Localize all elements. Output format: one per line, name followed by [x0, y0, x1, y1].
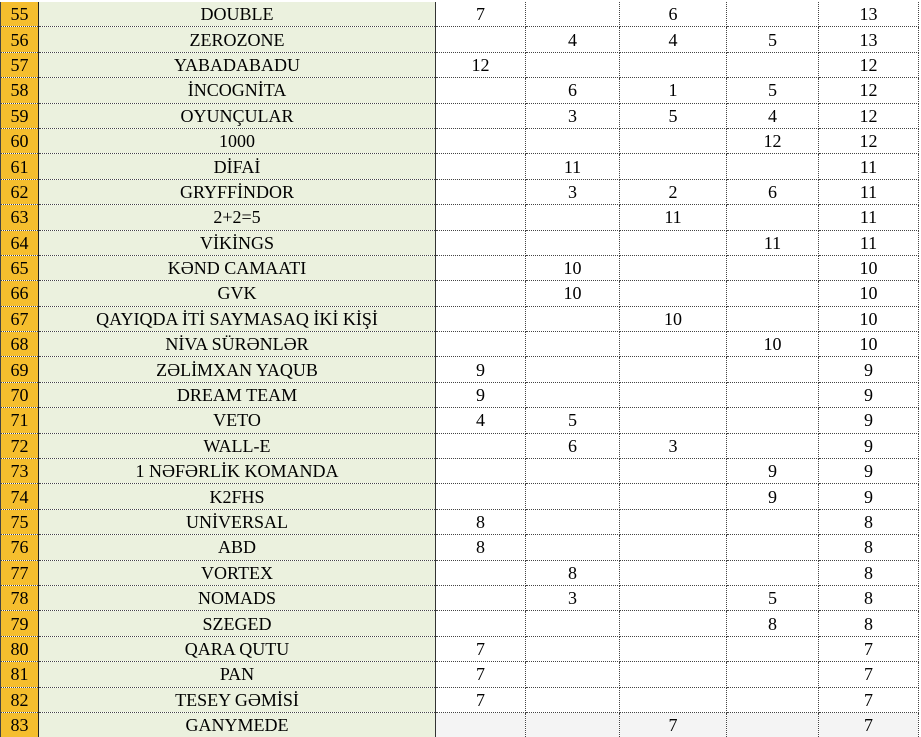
round-2-score-cell[interactable] — [526, 712, 620, 737]
table-row — [1, 611, 919, 636]
round-2-score-cell[interactable]: 3 — [526, 585, 620, 610]
round-2-score-cell[interactable] — [526, 306, 620, 331]
round-1-score-cell[interactable] — [436, 230, 526, 255]
rank-cell[interactable]: 55 — [1, 2, 39, 27]
table-row — [1, 687, 919, 712]
rank-cell[interactable]: 73 — [1, 459, 39, 484]
round-2-score-cell[interactable] — [526, 382, 620, 407]
rank-cell[interactable]: 72 — [1, 433, 39, 458]
round-4-score-cell[interactable] — [727, 357, 819, 382]
round-2-score-cell[interactable] — [526, 535, 620, 560]
round-4-score-cell[interactable] — [727, 509, 819, 534]
round-3-score-cell[interactable] — [620, 611, 727, 636]
team-name-cell[interactable]: ABD — [39, 535, 436, 560]
round-2-score-cell[interactable] — [526, 611, 620, 636]
round-3-score-cell[interactable] — [620, 382, 727, 407]
round-2-score-cell[interactable] — [526, 357, 620, 382]
round-4-score-cell[interactable] — [727, 281, 819, 306]
team-name-cell[interactable]: DOUBLE — [39, 2, 436, 27]
round-4-score-cell[interactable]: 11 — [727, 230, 819, 255]
round-4-score-cell[interactable]: 10 — [727, 332, 819, 357]
table-row — [1, 332, 919, 357]
total-score-cell[interactable]: 7 — [819, 712, 919, 737]
round-2-score-cell[interactable]: 11 — [526, 154, 620, 179]
round-2-score-cell[interactable] — [526, 687, 620, 712]
team-name-cell[interactable]: K2FHS — [39, 484, 436, 509]
round-4-score-cell[interactable] — [727, 433, 819, 458]
rank-cell[interactable]: 78 — [1, 585, 39, 610]
round-3-score-cell[interactable]: 7 — [620, 712, 727, 737]
round-2-score-cell[interactable]: 10 — [526, 281, 620, 306]
round-1-score-cell[interactable]: 7 — [436, 687, 526, 712]
round-4-score-cell[interactable]: 6 — [727, 179, 819, 204]
rank-cell[interactable]: 76 — [1, 535, 39, 560]
total-score-cell[interactable]: 12 — [819, 52, 919, 77]
rank-cell[interactable]: 59 — [1, 103, 39, 128]
rank-cell[interactable]: 56 — [1, 27, 39, 52]
total-score-cell[interactable]: 11 — [819, 205, 919, 230]
round-2-score-cell[interactable]: 5 — [526, 408, 620, 433]
rank-cell[interactable]: 61 — [1, 154, 39, 179]
rank-cell[interactable]: 79 — [1, 611, 39, 636]
round-3-score-cell[interactable] — [620, 662, 727, 687]
round-4-score-cell[interactable] — [727, 255, 819, 280]
round-3-score-cell[interactable]: 5 — [620, 103, 727, 128]
round-1-score-cell[interactable] — [436, 332, 526, 357]
total-score-cell[interactable]: 8 — [819, 611, 919, 636]
round-4-score-cell[interactable] — [727, 2, 819, 27]
team-name-cell[interactable]: DREAM TEAM — [39, 382, 436, 407]
round-2-score-cell[interactable] — [526, 509, 620, 534]
round-3-score-cell[interactable]: 1 — [620, 78, 727, 103]
total-score-cell[interactable]: 10 — [819, 255, 919, 280]
team-name-cell[interactable]: SZEGED — [39, 611, 436, 636]
round-1-score-cell[interactable]: 12 — [436, 52, 526, 77]
round-1-score-cell[interactable] — [436, 585, 526, 610]
table-row — [1, 154, 919, 179]
round-1-score-cell[interactable]: 7 — [436, 2, 526, 27]
round-4-score-cell[interactable] — [727, 687, 819, 712]
total-score-cell[interactable]: 9 — [819, 433, 919, 458]
round-2-score-cell[interactable] — [526, 636, 620, 661]
team-name-cell[interactable]: İNCOGNİTA — [39, 78, 436, 103]
team-name-cell[interactable]: PAN — [39, 662, 436, 687]
round-3-score-cell[interactable] — [620, 687, 727, 712]
table-row — [1, 560, 919, 585]
round-4-score-cell[interactable] — [727, 535, 819, 560]
round-4-score-cell[interactable]: 9 — [727, 484, 819, 509]
round-1-score-cell[interactable] — [436, 128, 526, 153]
rank-cell[interactable]: 66 — [1, 281, 39, 306]
table-row — [1, 408, 919, 433]
table-row — [1, 230, 919, 255]
round-4-score-cell[interactable] — [727, 560, 819, 585]
round-3-score-cell[interactable]: 3 — [620, 433, 727, 458]
table-row — [1, 585, 919, 610]
round-3-score-cell[interactable]: 6 — [620, 2, 727, 27]
rank-cell[interactable]: 70 — [1, 382, 39, 407]
total-score-cell[interactable]: 8 — [819, 585, 919, 610]
total-score-cell[interactable]: 9 — [819, 357, 919, 382]
round-2-score-cell[interactable]: 8 — [526, 560, 620, 585]
round-3-score-cell[interactable] — [620, 509, 727, 534]
round-2-score-cell[interactable] — [526, 128, 620, 153]
rank-cell[interactable]: 69 — [1, 357, 39, 382]
round-1-score-cell[interactable] — [436, 459, 526, 484]
table-row — [1, 712, 919, 737]
round-3-score-cell[interactable] — [620, 408, 727, 433]
rank-cell[interactable]: 83 — [1, 712, 39, 737]
total-score-cell[interactable]: 9 — [819, 408, 919, 433]
total-score-cell[interactable]: 10 — [819, 281, 919, 306]
round-1-score-cell[interactable] — [436, 433, 526, 458]
round-3-score-cell[interactable] — [620, 281, 727, 306]
team-name-cell[interactable]: OYUNÇULAR — [39, 103, 436, 128]
round-2-score-cell[interactable]: 6 — [526, 78, 620, 103]
team-name-cell[interactable]: TESEY GƏMİSİ — [39, 687, 436, 712]
total-score-cell[interactable]: 7 — [819, 662, 919, 687]
table-row — [1, 103, 919, 128]
standings-table — [0, 2, 919, 737]
table-row — [1, 179, 919, 204]
rank-cell[interactable]: 60 — [1, 128, 39, 153]
round-4-score-cell[interactable] — [727, 662, 819, 687]
table-row — [1, 52, 919, 77]
round-3-score-cell[interactable] — [620, 535, 727, 560]
round-4-score-cell[interactable] — [727, 382, 819, 407]
total-score-cell[interactable]: 13 — [819, 27, 919, 52]
table-row — [1, 357, 919, 382]
team-name-cell[interactable]: 1 NƏFƏRLİK KOMANDA — [39, 459, 436, 484]
round-3-score-cell[interactable] — [620, 585, 727, 610]
total-score-cell[interactable]: 10 — [819, 332, 919, 357]
rank-cell[interactable]: 81 — [1, 662, 39, 687]
rank-cell[interactable]: 62 — [1, 179, 39, 204]
round-1-score-cell[interactable]: 7 — [436, 662, 526, 687]
table-row — [1, 459, 919, 484]
round-3-score-cell[interactable]: 4 — [620, 27, 727, 52]
total-score-cell[interactable]: 8 — [819, 509, 919, 534]
rank-cell[interactable]: 58 — [1, 78, 39, 103]
round-1-score-cell[interactable] — [436, 484, 526, 509]
round-1-score-cell[interactable]: 9 — [436, 382, 526, 407]
round-3-score-cell[interactable] — [620, 230, 727, 255]
team-name-cell[interactable]: ZEROZONE — [39, 27, 436, 52]
round-2-score-cell[interactable] — [526, 205, 620, 230]
rank-cell[interactable]: 82 — [1, 687, 39, 712]
round-1-score-cell[interactable]: 9 — [436, 357, 526, 382]
table-row — [1, 78, 919, 103]
round-2-score-cell[interactable]: 10 — [526, 255, 620, 280]
round-3-score-cell[interactable] — [620, 255, 727, 280]
total-score-cell[interactable]: 10 — [819, 306, 919, 331]
round-1-score-cell[interactable] — [436, 154, 526, 179]
round-1-score-cell[interactable]: 7 — [436, 636, 526, 661]
round-4-score-cell[interactable] — [727, 52, 819, 77]
total-score-cell[interactable]: 9 — [819, 459, 919, 484]
round-3-score-cell[interactable] — [620, 332, 727, 357]
round-2-score-cell[interactable] — [526, 2, 620, 27]
round-1-score-cell[interactable] — [436, 281, 526, 306]
table-row — [1, 509, 919, 534]
round-2-score-cell[interactable]: 6 — [526, 433, 620, 458]
team-name-cell[interactable]: YABADABADU — [39, 52, 436, 77]
round-4-score-cell[interactable]: 8 — [727, 611, 819, 636]
team-name-cell[interactable]: DİFAİ — [39, 154, 436, 179]
total-score-cell[interactable]: 12 — [819, 78, 919, 103]
rank-cell[interactable]: 67 — [1, 306, 39, 331]
table-row — [1, 636, 919, 661]
round-2-score-cell[interactable] — [526, 459, 620, 484]
round-3-score-cell[interactable] — [620, 52, 727, 77]
round-3-score-cell[interactable] — [620, 636, 727, 661]
round-1-score-cell[interactable]: 8 — [436, 509, 526, 534]
round-2-score-cell[interactable] — [526, 52, 620, 77]
round-1-score-cell[interactable] — [436, 103, 526, 128]
round-1-score-cell[interactable] — [436, 255, 526, 280]
total-score-cell[interactable]: 11 — [819, 179, 919, 204]
rank-cell[interactable]: 80 — [1, 636, 39, 661]
round-1-score-cell[interactable]: 4 — [436, 408, 526, 433]
table-row — [1, 382, 919, 407]
team-name-cell[interactable]: GANYMEDE — [39, 712, 436, 737]
total-score-cell[interactable]: 13 — [819, 2, 919, 27]
rank-cell[interactable]: 63 — [1, 205, 39, 230]
table-row — [1, 535, 919, 560]
round-1-score-cell[interactable] — [436, 27, 526, 52]
table-row — [1, 306, 919, 331]
rank-cell[interactable]: 68 — [1, 332, 39, 357]
round-4-score-cell[interactable]: 5 — [727, 78, 819, 103]
total-score-cell[interactable]: 9 — [819, 484, 919, 509]
round-3-score-cell[interactable]: 10 — [620, 306, 727, 331]
round-4-score-cell[interactable]: 5 — [727, 27, 819, 52]
rank-cell[interactable]: 74 — [1, 484, 39, 509]
round-1-score-cell[interactable] — [436, 205, 526, 230]
team-name-cell[interactable]: QARA QUTU — [39, 636, 436, 661]
round-4-score-cell[interactable]: 5 — [727, 585, 819, 610]
total-score-cell[interactable]: 12 — [819, 128, 919, 153]
team-name-cell[interactable]: ZƏLİMXAN YAQUB — [39, 357, 436, 382]
round-3-score-cell[interactable] — [620, 154, 727, 179]
team-name-cell[interactable]: GRYFFİNDOR — [39, 179, 436, 204]
table-row — [1, 255, 919, 280]
round-3-score-cell[interactable] — [620, 459, 727, 484]
round-4-score-cell[interactable] — [727, 408, 819, 433]
rank-cell[interactable]: 75 — [1, 509, 39, 534]
team-name-cell[interactable]: UNİVERSAL — [39, 509, 436, 534]
team-name-cell[interactable]: VETO — [39, 408, 436, 433]
round-2-score-cell[interactable] — [526, 484, 620, 509]
round-1-score-cell[interactable] — [436, 179, 526, 204]
total-score-cell[interactable]: 9 — [819, 382, 919, 407]
team-name-cell[interactable]: VORTEX — [39, 560, 436, 585]
team-name-cell[interactable]: 1000 — [39, 128, 436, 153]
round-3-score-cell[interactable] — [620, 128, 727, 153]
table-row — [1, 205, 919, 230]
round-1-score-cell[interactable] — [436, 78, 526, 103]
round-4-score-cell[interactable] — [727, 154, 819, 179]
round-3-score-cell[interactable]: 2 — [620, 179, 727, 204]
total-score-cell[interactable]: 7 — [819, 636, 919, 661]
round-1-score-cell[interactable]: 8 — [436, 535, 526, 560]
round-4-score-cell[interactable] — [727, 636, 819, 661]
round-2-score-cell[interactable] — [526, 332, 620, 357]
round-1-score-cell[interactable] — [436, 712, 526, 737]
round-4-score-cell[interactable]: 4 — [727, 103, 819, 128]
team-name-cell[interactable]: 2+2=5 — [39, 205, 436, 230]
team-name-cell[interactable]: NİVA SÜRƏNLƏR — [39, 332, 436, 357]
total-score-cell[interactable]: 12 — [819, 103, 919, 128]
total-score-cell[interactable]: 8 — [819, 535, 919, 560]
table-row — [1, 484, 919, 509]
round-1-score-cell[interactable] — [436, 306, 526, 331]
rank-cell[interactable]: 71 — [1, 408, 39, 433]
table-row — [1, 2, 919, 27]
table-row — [1, 662, 919, 687]
total-score-cell[interactable]: 11 — [819, 154, 919, 179]
team-name-cell[interactable]: VİKİNGS — [39, 230, 436, 255]
round-4-score-cell[interactable] — [727, 306, 819, 331]
round-1-score-cell[interactable] — [436, 611, 526, 636]
team-name-cell[interactable]: KƏND CAMAATI — [39, 255, 436, 280]
round-4-score-cell[interactable]: 12 — [727, 128, 819, 153]
round-2-score-cell[interactable]: 3 — [526, 179, 620, 204]
round-3-score-cell[interactable] — [620, 357, 727, 382]
rank-cell[interactable]: 64 — [1, 230, 39, 255]
team-name-cell[interactable]: QAYIQDA İTİ SAYMASAQ İKİ KİŞİ — [39, 306, 436, 331]
table-row — [1, 128, 919, 153]
total-score-cell[interactable]: 7 — [819, 687, 919, 712]
total-score-cell[interactable]: 11 — [819, 230, 919, 255]
round-2-score-cell[interactable]: 4 — [526, 27, 620, 52]
rank-cell[interactable]: 77 — [1, 560, 39, 585]
round-3-score-cell[interactable] — [620, 484, 727, 509]
team-name-cell[interactable]: GVK — [39, 281, 436, 306]
rank-cell[interactable]: 57 — [1, 52, 39, 77]
team-name-cell[interactable]: NOMADS — [39, 585, 436, 610]
rank-cell[interactable]: 65 — [1, 255, 39, 280]
round-2-score-cell[interactable]: 3 — [526, 103, 620, 128]
table-row — [1, 27, 919, 52]
round-1-score-cell[interactable] — [436, 560, 526, 585]
total-score-cell[interactable]: 8 — [819, 560, 919, 585]
round-2-score-cell[interactable] — [526, 230, 620, 255]
round-2-score-cell[interactable] — [526, 662, 620, 687]
round-4-score-cell[interactable] — [727, 712, 819, 737]
round-3-score-cell[interactable]: 11 — [620, 205, 727, 230]
round-4-score-cell[interactable]: 9 — [727, 459, 819, 484]
table-row — [1, 433, 919, 458]
table-row — [1, 281, 919, 306]
round-3-score-cell[interactable] — [620, 560, 727, 585]
team-name-cell[interactable]: WALL-E — [39, 433, 436, 458]
round-4-score-cell[interactable] — [727, 205, 819, 230]
